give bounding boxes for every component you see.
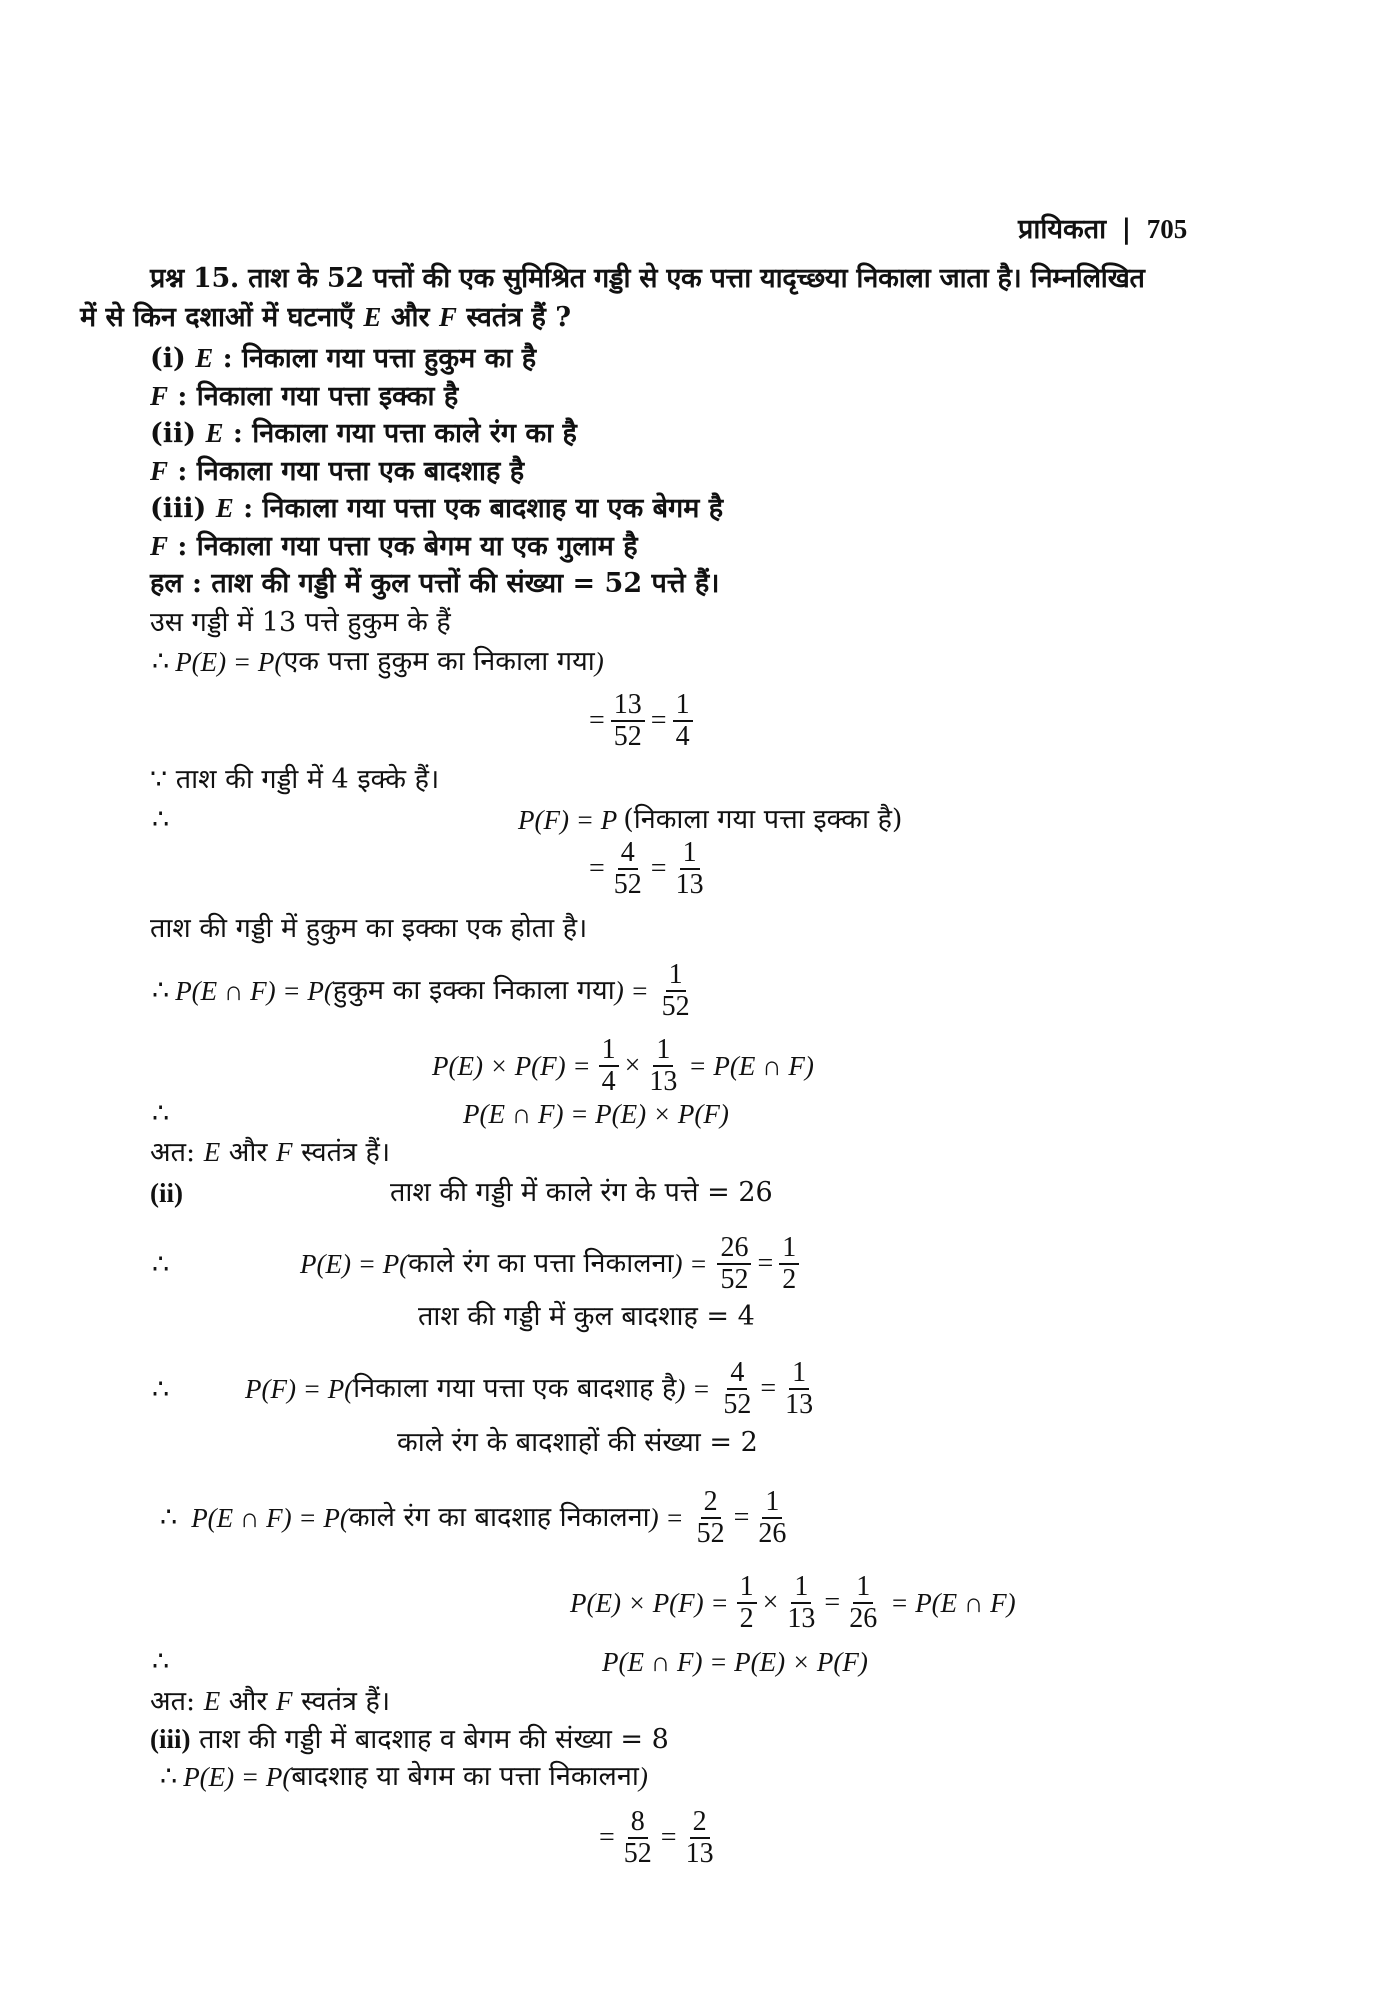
solution-part1-prod-rhs: = P(E ∩ F) bbox=[688, 1051, 814, 1081]
solution-part3-pe-frac1-num: 8 bbox=[628, 1807, 648, 1839]
solution-part1-prod-frac1-den: 4 bbox=[601, 1066, 616, 1097]
solution-part1-pef-lhs: P(E ∩ F) = P( bbox=[175, 976, 333, 1006]
solution-intro: हल : ताश की गड्डी में कुल पत्तों की संख्या = 52 पत्ते हैं। bbox=[150, 568, 720, 599]
p2-pef-line: ∴ P(E ∩ F) = P( काले रंग का बादशाह निकालना ) = $\frac{2}{52}$ = $\frac{1}{26}$ bbox=[160, 1487, 791, 1549]
solution-part2-pef-frac2-den: 26 bbox=[758, 1518, 787, 1549]
header-separator: | bbox=[1121, 214, 1132, 245]
solution-part1-pf-lhs: P(F) = P bbox=[518, 805, 618, 835]
fraction bbox=[659, 960, 693, 1022]
p1-conclusion-equation: P(E ∩ F) = P(E) × P(F) bbox=[463, 1099, 729, 1129]
solution-part1-pe-text: एक पत्ता हुकुम का निकाला गया bbox=[283, 646, 595, 677]
p1-pe-line bbox=[152, 645, 604, 679]
p1-pe-value: = $\frac{13}{52}$ = $\frac{1}{4}$ bbox=[585, 690, 695, 752]
p3-kq-line bbox=[150, 1722, 669, 1757]
p2-black-line: ताश की गड्डी में काले रंग के पत्ते = 26 bbox=[390, 1177, 773, 1208]
solution-part1-concl-text-post: स्वतंत्र हैं। bbox=[292, 1137, 391, 1168]
solution-part2-prod-frac1-den: 2 bbox=[739, 1603, 754, 1634]
solution-part2-concl-text-post: स्वतंत्र हैं। bbox=[292, 1686, 391, 1717]
solution-part2-prod-frac2-num: 1 bbox=[791, 1572, 811, 1604]
solution-part1-pf-frac1-den: 52 bbox=[613, 869, 642, 900]
question-and: और bbox=[220, 1137, 277, 1168]
p1-pf-value: = $\frac{4}{52}$ = $\frac{1}{13}$ bbox=[585, 838, 709, 900]
p1-pf-line bbox=[518, 803, 902, 837]
p1-pef-line bbox=[152, 960, 695, 1022]
solution-part2-prod-rhs: = P(E ∩ F) bbox=[890, 1588, 1016, 1618]
solution-part1-pf-frac2-den: 13 bbox=[675, 869, 704, 900]
fraction bbox=[720, 1358, 754, 1420]
solution-part1-pe-frac2-num: 1 bbox=[673, 690, 693, 722]
solution-part3-label: (iii) bbox=[150, 1724, 191, 1754]
question-cases-1-var: F bbox=[150, 380, 169, 411]
p2-therefore-2: ∴ bbox=[152, 1374, 170, 1405]
solution-part1-prod-lhs: P(E) × P(F) = bbox=[432, 1051, 591, 1081]
solution-part2-pe-frac1-den: 52 bbox=[720, 1264, 749, 1295]
solution-part3-pe-frac2-num: 2 bbox=[690, 1807, 710, 1839]
solution-part2-prod-frac1-num: 1 bbox=[737, 1572, 757, 1604]
solution-part2-concl-text-pre: अत: bbox=[150, 1686, 204, 1717]
fraction bbox=[611, 690, 645, 752]
case-1-e bbox=[150, 340, 723, 378]
p2-product-line: P(E) × P(F) = $\frac{1}{2}$ × $\frac{1}{13}$ = $\frac{1}{26}$ = P(E ∩ F) bbox=[570, 1571, 1016, 1634]
p1-conclusion bbox=[150, 1135, 390, 1170]
solution-part1-concl-text-pre: अत: bbox=[150, 1137, 204, 1168]
case-2-e bbox=[150, 415, 723, 453]
fraction bbox=[621, 1807, 655, 1869]
solution-part1-pe-frac1-den: 52 bbox=[613, 721, 642, 752]
solution-part2-pef-lhs: P(E ∩ F) = P( bbox=[191, 1503, 349, 1533]
page-number: 705 bbox=[1146, 214, 1188, 244]
solution-part2-pe-lhs: P(E) = P( bbox=[300, 1249, 409, 1279]
question-E: E bbox=[203, 1686, 221, 1716]
fraction bbox=[784, 1572, 818, 1634]
p2-pf-line: P(F) = P( निकाला गया पत्ता एक बादशाह है ) = $\frac{4}{52}$ = $\frac{1}{13}$ bbox=[245, 1358, 818, 1420]
question-line-1: प्रश्न 15. ताश के 52 पत्तों की एक सुमिश्रित गड्डी से एक पत्ता यादृच्छया निकाला जाता है। निम्नलिखित bbox=[150, 263, 1145, 294]
fraction bbox=[694, 1487, 728, 1549]
fraction bbox=[673, 838, 707, 900]
p2-therefore-1: ∴ bbox=[152, 1249, 170, 1280]
solution-part2-pf-lhs: P(F) = P( bbox=[245, 1374, 354, 1404]
question-F: F bbox=[276, 1137, 293, 1167]
solution-part2-pf-text: निकाला गया पत्ता एक बादशाह है bbox=[353, 1373, 677, 1404]
case-list bbox=[150, 340, 723, 565]
fraction bbox=[611, 838, 645, 900]
question-line2-post: स्वतंत्र हैं ? bbox=[456, 302, 572, 333]
solution-part1-pf-frac1-num: 4 bbox=[618, 838, 638, 870]
p2-conclusion bbox=[150, 1684, 390, 1719]
question-cases-5-var: F bbox=[150, 530, 169, 561]
p1-therefore-mark: ∴ bbox=[152, 804, 170, 835]
solution-therefore: ∴ bbox=[152, 646, 170, 677]
p1-product-line: P(E) × P(F) = $\frac{1}{4}$ × $\frac{1}{13}$ = P(E ∩ F) bbox=[432, 1034, 814, 1097]
p2-therefore-3: ∴ bbox=[152, 1646, 170, 1677]
case-3-f bbox=[150, 528, 723, 566]
solution-part1-pef-close: ) = bbox=[614, 976, 649, 1006]
solution-part2-pef-text: काले रंग का बादशाह निकालना bbox=[348, 1502, 650, 1533]
solution-part3-pe-frac1-den: 52 bbox=[623, 1838, 652, 1869]
solution-part1-pef-text: हुकुम का इक्का निकाला गया bbox=[332, 975, 615, 1006]
solution-part1-pf-frac2-num: 1 bbox=[680, 838, 700, 870]
solution-part2-pe-close: ) = bbox=[673, 1249, 708, 1279]
solution-part2-prod-frac3-num: 1 bbox=[853, 1572, 873, 1604]
question-E: E bbox=[363, 302, 382, 332]
solution-part1-prod-frac1-num: 1 bbox=[599, 1035, 619, 1067]
running-header bbox=[1018, 212, 1187, 247]
p2-conclusion-equation: P(E ∩ F) = P(E) × P(F) bbox=[602, 1647, 868, 1677]
solution-part2-pf-frac2-den: 13 bbox=[785, 1389, 814, 1420]
solution-part3-pe-close: ) bbox=[638, 1762, 648, 1792]
solution-part2-pe-frac2-num: 1 bbox=[779, 1233, 799, 1265]
fraction bbox=[737, 1572, 757, 1634]
solution-part2-pf-frac2-num: 1 bbox=[789, 1358, 809, 1390]
solution-part2-pe-text: काले रंग का पत्ता निकालना bbox=[408, 1248, 674, 1279]
fraction bbox=[755, 1487, 789, 1549]
fraction bbox=[599, 1035, 619, 1097]
fraction bbox=[846, 1572, 880, 1634]
solution-part1-prod-frac2-den: 13 bbox=[649, 1066, 678, 1097]
solution-part1-pe-close: ) bbox=[594, 647, 604, 677]
question-cases-3-var: F bbox=[150, 455, 169, 486]
fraction bbox=[782, 1358, 816, 1420]
solution-part1-pf-text: (निकाला गया पत्ता इक्का है) bbox=[623, 804, 903, 835]
question-cases-0-var: E bbox=[195, 343, 214, 373]
question-cases-2-label: (ii) bbox=[150, 418, 206, 449]
p2-pe-line: P(E) = P( काले रंग का पत्ता निकालना ) = $\frac{26}{52}$ = $\frac{1}{2}$ bbox=[300, 1233, 801, 1295]
solution-part3-kq: ताश की गड्डी में बादशाह व बेगम की संख्या = 8 bbox=[190, 1724, 669, 1755]
solution-part2-prod-frac2-den: 13 bbox=[787, 1603, 816, 1634]
solution-part2-prod-lhs: P(E) × P(F) = bbox=[570, 1588, 729, 1618]
p1-therefore-mark-2: ∴ bbox=[152, 1098, 170, 1129]
solution-spades: उस गड्डी में 13 पत्ते हुकुम के हैं bbox=[150, 607, 451, 638]
question-cases-4-label: (iii) bbox=[150, 493, 216, 524]
solution-part1-aces: ताश की गड्डी में 4 इक्के हैं। bbox=[175, 764, 440, 795]
question-cases-0-text: : निकाला गया पत्ता हुकुम का है bbox=[213, 343, 537, 374]
question-and: और bbox=[220, 1686, 277, 1717]
question-cases-4-var: E bbox=[215, 493, 234, 523]
solution-part2-pef-frac1-den: 52 bbox=[696, 1518, 725, 1549]
solution-part2-pf-frac1-den: 52 bbox=[723, 1389, 752, 1420]
solution-part1-pe-frac2-den: 4 bbox=[675, 721, 690, 752]
question-cases-0-label: (i) bbox=[150, 343, 196, 374]
p1-aces-line bbox=[150, 763, 439, 797]
solution-part1-pef-frac-den: 52 bbox=[661, 991, 690, 1022]
fraction bbox=[779, 1233, 799, 1295]
case-1-f bbox=[150, 378, 723, 416]
fraction bbox=[683, 1807, 717, 1869]
p3-pe-value: = $\frac{8}{52}$ = $\frac{2}{13}$ bbox=[595, 1807, 719, 1869]
question-E: E bbox=[203, 1137, 221, 1167]
solution-part1-pef-frac-num: 1 bbox=[666, 960, 686, 992]
question-F: F bbox=[276, 1686, 293, 1716]
question-line-2 bbox=[80, 300, 571, 335]
question-cases-5-text: : निकाला गया पत्ता एक बेगम या एक गुलाम है bbox=[168, 530, 638, 562]
solution-therefore: ∴ bbox=[152, 975, 170, 1006]
solution-part1-prod-frac2-num: 1 bbox=[653, 1035, 673, 1067]
question-and: और bbox=[381, 302, 439, 333]
solution-part2-pef-frac1-num: 2 bbox=[701, 1487, 721, 1519]
solution-part2-pf-frac1-num: 4 bbox=[727, 1358, 747, 1390]
solution-part2-pf-close: ) = bbox=[676, 1374, 711, 1404]
question-cases-2-var: E bbox=[205, 418, 224, 448]
solution-therefore: ∴ bbox=[160, 1502, 178, 1533]
case-2-f bbox=[150, 453, 723, 491]
solution-part2-pe-frac2-den: 2 bbox=[782, 1264, 797, 1295]
question-F: F bbox=[438, 302, 457, 332]
fraction bbox=[673, 690, 693, 752]
solution-part1-pe-lhs: P(E) = P( bbox=[175, 647, 284, 677]
question-cases-4-text: : निकाला गया पत्ता एक बादशाह या एक बेगम है bbox=[233, 493, 724, 524]
solution-part2-pe-frac1-num: 26 bbox=[717, 1233, 751, 1265]
p1-ace-spade-line: ताश की गड्डी में हुकुम का इक्का एक होता है। bbox=[150, 913, 588, 944]
question-line2-pre: में से किन दशाओं में घटनाएँ bbox=[80, 302, 364, 333]
solution-part3-pe-lhs: P(E) = P( bbox=[183, 1762, 292, 1792]
case-3-e bbox=[150, 490, 723, 528]
question-cases-1-text: : निकाला गया पत्ता इक्का है bbox=[168, 380, 459, 412]
solution-part3-pe-text: बादशाह या बेगम का पत्ता निकालना bbox=[291, 1761, 639, 1792]
solution-part1-pe-frac1-num: 13 bbox=[611, 690, 645, 722]
fraction bbox=[717, 1233, 751, 1295]
solution-because: ∵ bbox=[150, 764, 168, 795]
fraction bbox=[646, 1035, 680, 1097]
solution-part3-pe-frac2-den: 13 bbox=[685, 1838, 714, 1869]
p3-pe-line bbox=[160, 1760, 648, 1794]
solution-therefore: ∴ bbox=[160, 1761, 178, 1792]
chapter-title: प्रायिकता bbox=[1018, 214, 1107, 245]
solution-part2-prod-frac3-den: 26 bbox=[849, 1603, 878, 1634]
p2-label: (ii) bbox=[150, 1178, 183, 1208]
question-cases-2-text: : निकाला गया पत्ता काले रंग का है bbox=[223, 418, 577, 449]
solution-part2-pef-close: ) = bbox=[649, 1503, 684, 1533]
p2-black-kings-line: काले रंग के बादशाहों की संख्या = 2 bbox=[397, 1427, 758, 1458]
solution-part2-pef-frac2-num: 1 bbox=[762, 1487, 782, 1519]
p2-kings-line: ताश की गड्डी में कुल बादशाह = 4 bbox=[418, 1301, 755, 1332]
question-cases-3-text: : निकाला गया पत्ता एक बादशाह है bbox=[168, 455, 525, 487]
